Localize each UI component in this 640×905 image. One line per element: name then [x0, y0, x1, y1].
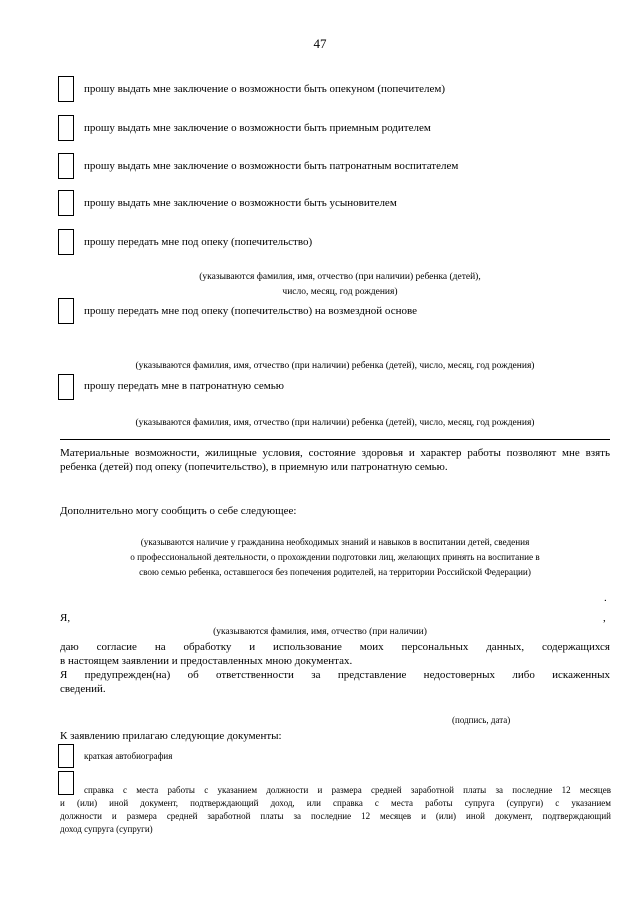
warned-text-line2: сведений. [60, 683, 106, 695]
checkbox-patronage-conclusion[interactable] [58, 153, 74, 179]
checkbox-foster-parent-conclusion[interactable] [58, 115, 74, 141]
attachment-work-certificate-line1: справка с места работы с указанием должности и размера средней заработной платы за последние 12 месяцев [84, 785, 611, 795]
additional-info-label: Дополнительно могу сообщить о себе следующее: [60, 505, 297, 517]
checkbox-autobiography[interactable] [58, 744, 74, 768]
option-label-patronage-conclusion: прошу выдать мне заключение о возможности быть патронатным воспитателем [84, 160, 459, 172]
attachment-work-certificate-line2: и (или) иной документ, подтверждающий доход, или справка с места работы супруга (супруги) с указанием [60, 798, 611, 808]
attachment-work-certificate-line4: доход супруга (супруги) [60, 824, 153, 834]
attachment-work-certificate-line3: должности и размера средней заработной платы за последние 12 месяцев и (или) иной документ, подтверждающий [60, 811, 611, 821]
option-label-adopter-conclusion: прошу выдать мне заключение о возможности быть усыновителем [84, 197, 397, 209]
checkbox-paid-guardianship-transfer[interactable] [58, 298, 74, 324]
period-mark: . [604, 592, 607, 604]
checkbox-patronage-family-transfer[interactable] [58, 374, 74, 400]
option-label-guardian-conclusion: прошу выдать мне заключение о возможности быть опекуном (попечителем) [84, 83, 446, 95]
warned-text-line1: Я предупрежден(на) об ответственности за представление недостоверных либо искаженных [60, 669, 610, 681]
consent-text-line2: в настоящем заявлении и предоставленных мною документах. [60, 655, 353, 667]
attachment-autobiography: краткая автобиография [84, 751, 173, 761]
option-label-guardianship-transfer: прошу передать мне под опеку (попечительство) [84, 236, 313, 248]
child-name-hint-line1: (указываются фамилия, имя, отчество (при наличии) ребенка (детей), [199, 272, 481, 282]
child-name-hint-line2: число, месяц, год рождения) [282, 287, 398, 297]
additional-info-hint-line3: свою семью ребенка, оставшегося без попечения родителей, на территории Российской Федерации) [139, 567, 531, 577]
consent-comma: , [603, 612, 606, 624]
additional-info-hint-line1: (указываются наличие у гражданина необходимых знаний и навыков в воспитании детей, сведения [140, 537, 530, 547]
checkbox-guardianship-transfer[interactable] [58, 229, 74, 255]
option-label-foster-parent-conclusion: прошу выдать мне заключение о возможности быть приемным родителем [84, 122, 431, 134]
consent-ya: Я, [60, 612, 71, 624]
checkbox-adopter-conclusion[interactable] [58, 190, 74, 216]
child-name-hint-full-a: (указываются фамилия, имя, отчество (при наличии) ребенка (детей), число, месяц, год рождения) [135, 361, 535, 371]
checkbox-guardian-conclusion[interactable] [58, 76, 74, 102]
option-label-patronage-family-transfer: прошу передать мне в патронатную семью [84, 380, 284, 392]
signature-hint: (подпись, дата) [452, 715, 511, 725]
child-name-hint [100, 270, 580, 300]
additional-info-hint-line2: о профессиональной деятельности, о прохождении подготовки лиц, желающих принять на воспитание в [130, 552, 540, 562]
child-name-hint-full-b: (указываются фамилия, имя, отчество (при наличии) ребенка (детей), число, месяц, год рождения) [135, 418, 535, 428]
checkbox-work-certificate[interactable] [58, 771, 74, 795]
option-label-paid-guardianship-transfer: прошу передать мне под опеку (попечительство) на возмездной основе [84, 305, 417, 317]
divider-line [60, 439, 610, 440]
material-paragraph: Материальные возможности, жилищные условия, состояние здоровья и характер работы позволяют мне взять ребенка (детей) под опеку (попечительство), в приемную или патронатную семью. [60, 447, 610, 473]
consent-name-hint: (указываются фамилия, имя, отчество (при наличии) [213, 627, 427, 637]
consent-text-line1: даю согласие на обработку и использование моих персональных данных, содержащихся [60, 641, 610, 653]
page-number: 47 [313, 36, 327, 51]
attachments-label: К заявлению прилагаю следующие документы: [60, 730, 282, 742]
additional-info-hint [60, 535, 610, 580]
